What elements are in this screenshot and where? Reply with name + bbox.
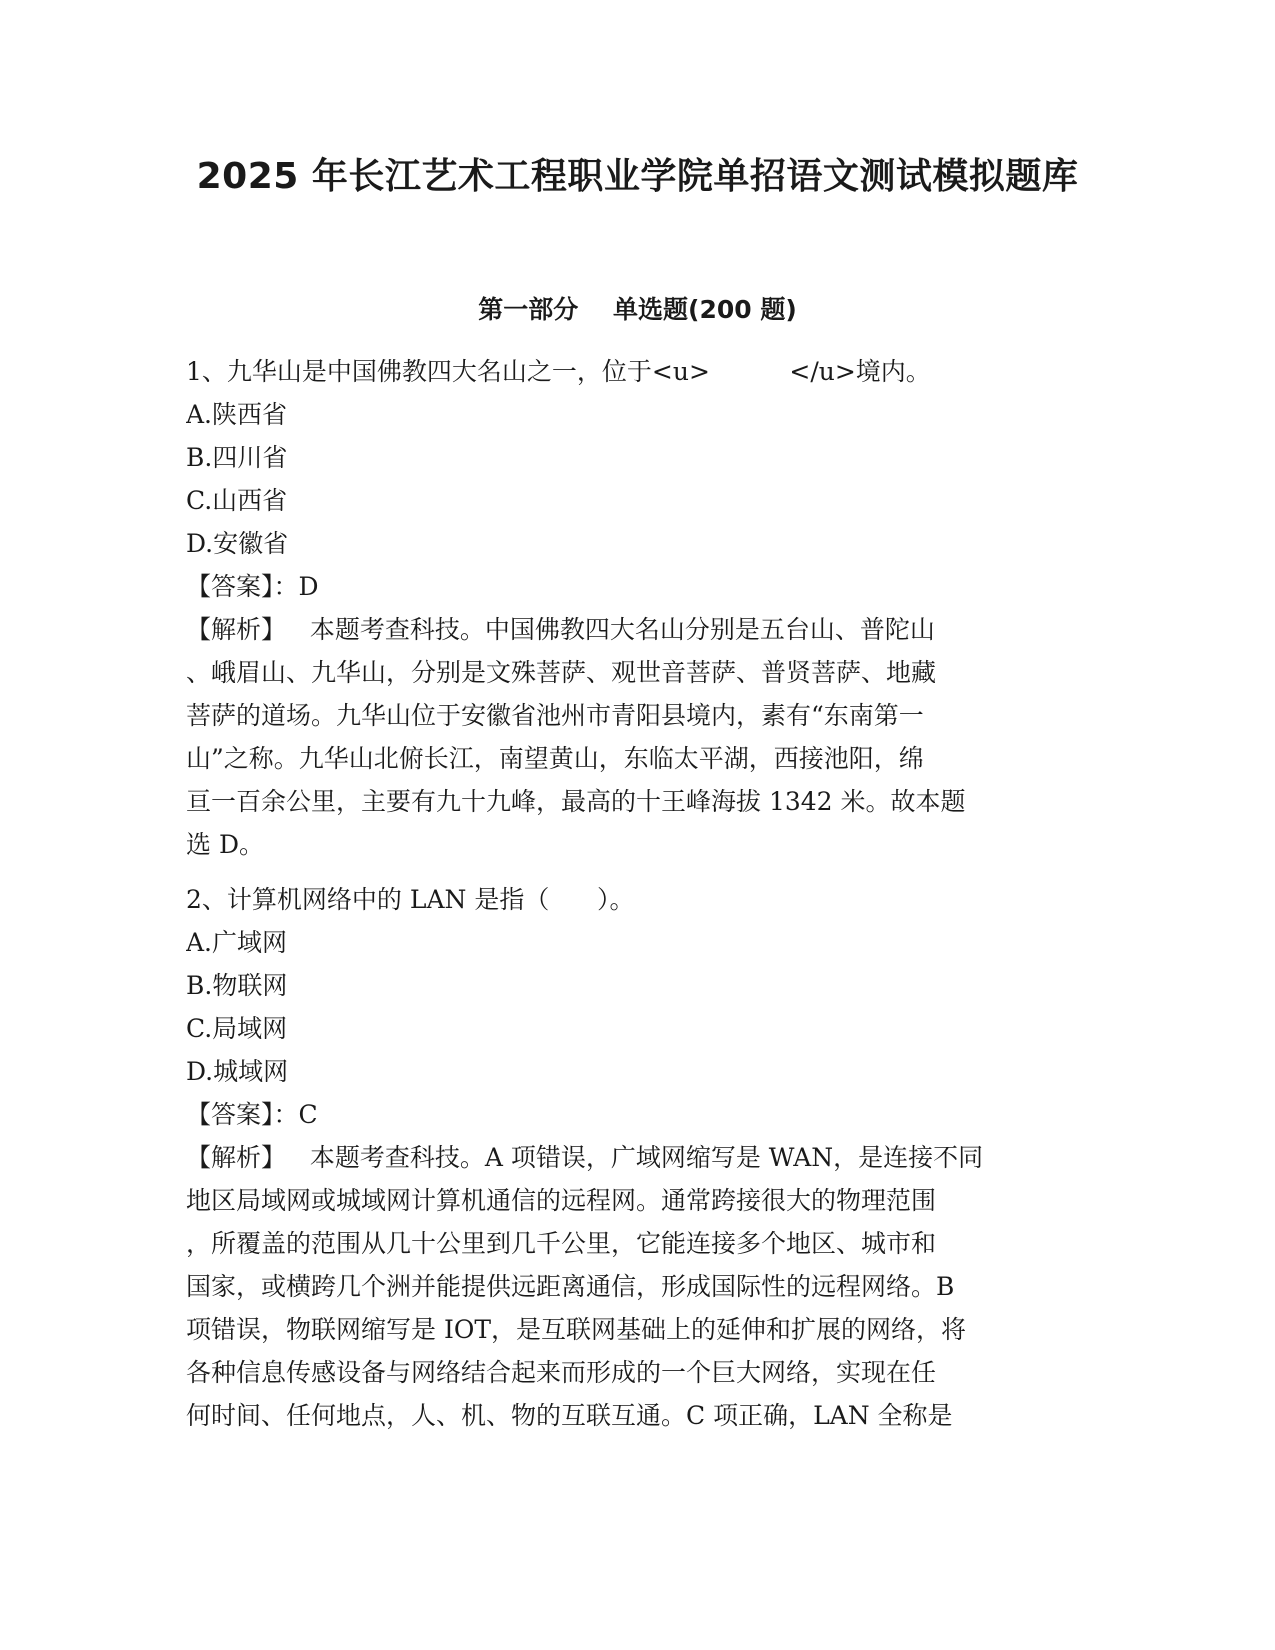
option-b: B.物联网 [186, 971, 288, 1000]
analysis-line: 山”之称。九华山北俯长江，南望黄山，东临太平湖，西接池阳，绵 [186, 744, 924, 773]
question-stem: 1、九华山是中国佛教四大名山之一，位于<u> </u>境内。 [186, 357, 931, 386]
question-stem: 2、计算机网络中的 LAN 是指（ ）。 [186, 885, 635, 914]
option-c: C.山西省 [186, 486, 288, 515]
analysis-line: ，所覆盖的范围从几十公里到几千公里，它能连接多个地区、城市和 [186, 1229, 937, 1258]
answer-line: 【答案】：C [186, 1100, 318, 1129]
option-d: D.安徽省 [186, 529, 289, 558]
analysis-line: 选 D。 [186, 830, 264, 859]
analysis [186, 1136, 1086, 1437]
analysis [186, 608, 1086, 866]
option-b: B.四川省 [186, 443, 288, 472]
question-2 [186, 878, 1086, 1437]
question-1 [186, 350, 1086, 866]
document-title: 2025 年长江艺术工程职业学院单招语文测试模拟题库 [196, 156, 1079, 197]
option-c: C.局域网 [186, 1014, 288, 1043]
analysis-line: 各种信息传感设备与网络结合起来而形成的一个巨大网络，实现在任 [186, 1358, 937, 1387]
analysis-line: 【解析】 本题考查科技。中国佛教四大名山分别是五台山、普陀山 [186, 615, 935, 644]
analysis-line: 项错误，物联网缩写是 IOT，是互联网基础上的延伸和扩展的网络，将 [186, 1315, 966, 1344]
analysis-line: 何时间、任何地点，人、机、物的互联互通。C 项正确，LAN 全称是 [186, 1401, 953, 1430]
section-heading: 第一部分 单选题(200 题) [478, 295, 797, 324]
option-d: D.城域网 [186, 1057, 289, 1086]
analysis-line: 菩萨的道场。九华山位于安徽省池州市青阳县境内，素有“东南第一 [186, 701, 924, 730]
analysis-line: 【解析】 本题考查科技。A 项错误，广域网缩写是 WAN，是连接不同 [186, 1143, 984, 1172]
option-a: A.广域网 [186, 928, 288, 957]
analysis-line: 国家，或横跨几个洲并能提供远距离通信，形成国际性的远程网络。B [186, 1272, 955, 1301]
analysis-line: 地区局域网或城域网计算机通信的远程网。通常跨接很大的物理范围 [186, 1186, 937, 1215]
analysis-line: 、峨眉山、九华山，分别是文殊菩萨、观世音菩萨、普贤菩萨、地藏 [186, 658, 937, 687]
analysis-line: 亘一百余公里，主要有九十九峰，最高的十王峰海拔 1342 米。故本题 [186, 787, 966, 816]
question-spacer [186, 866, 1086, 878]
question-list [186, 350, 1086, 1437]
answer-line: 【答案】：D [186, 572, 319, 601]
option-a: A.陕西省 [186, 400, 288, 429]
